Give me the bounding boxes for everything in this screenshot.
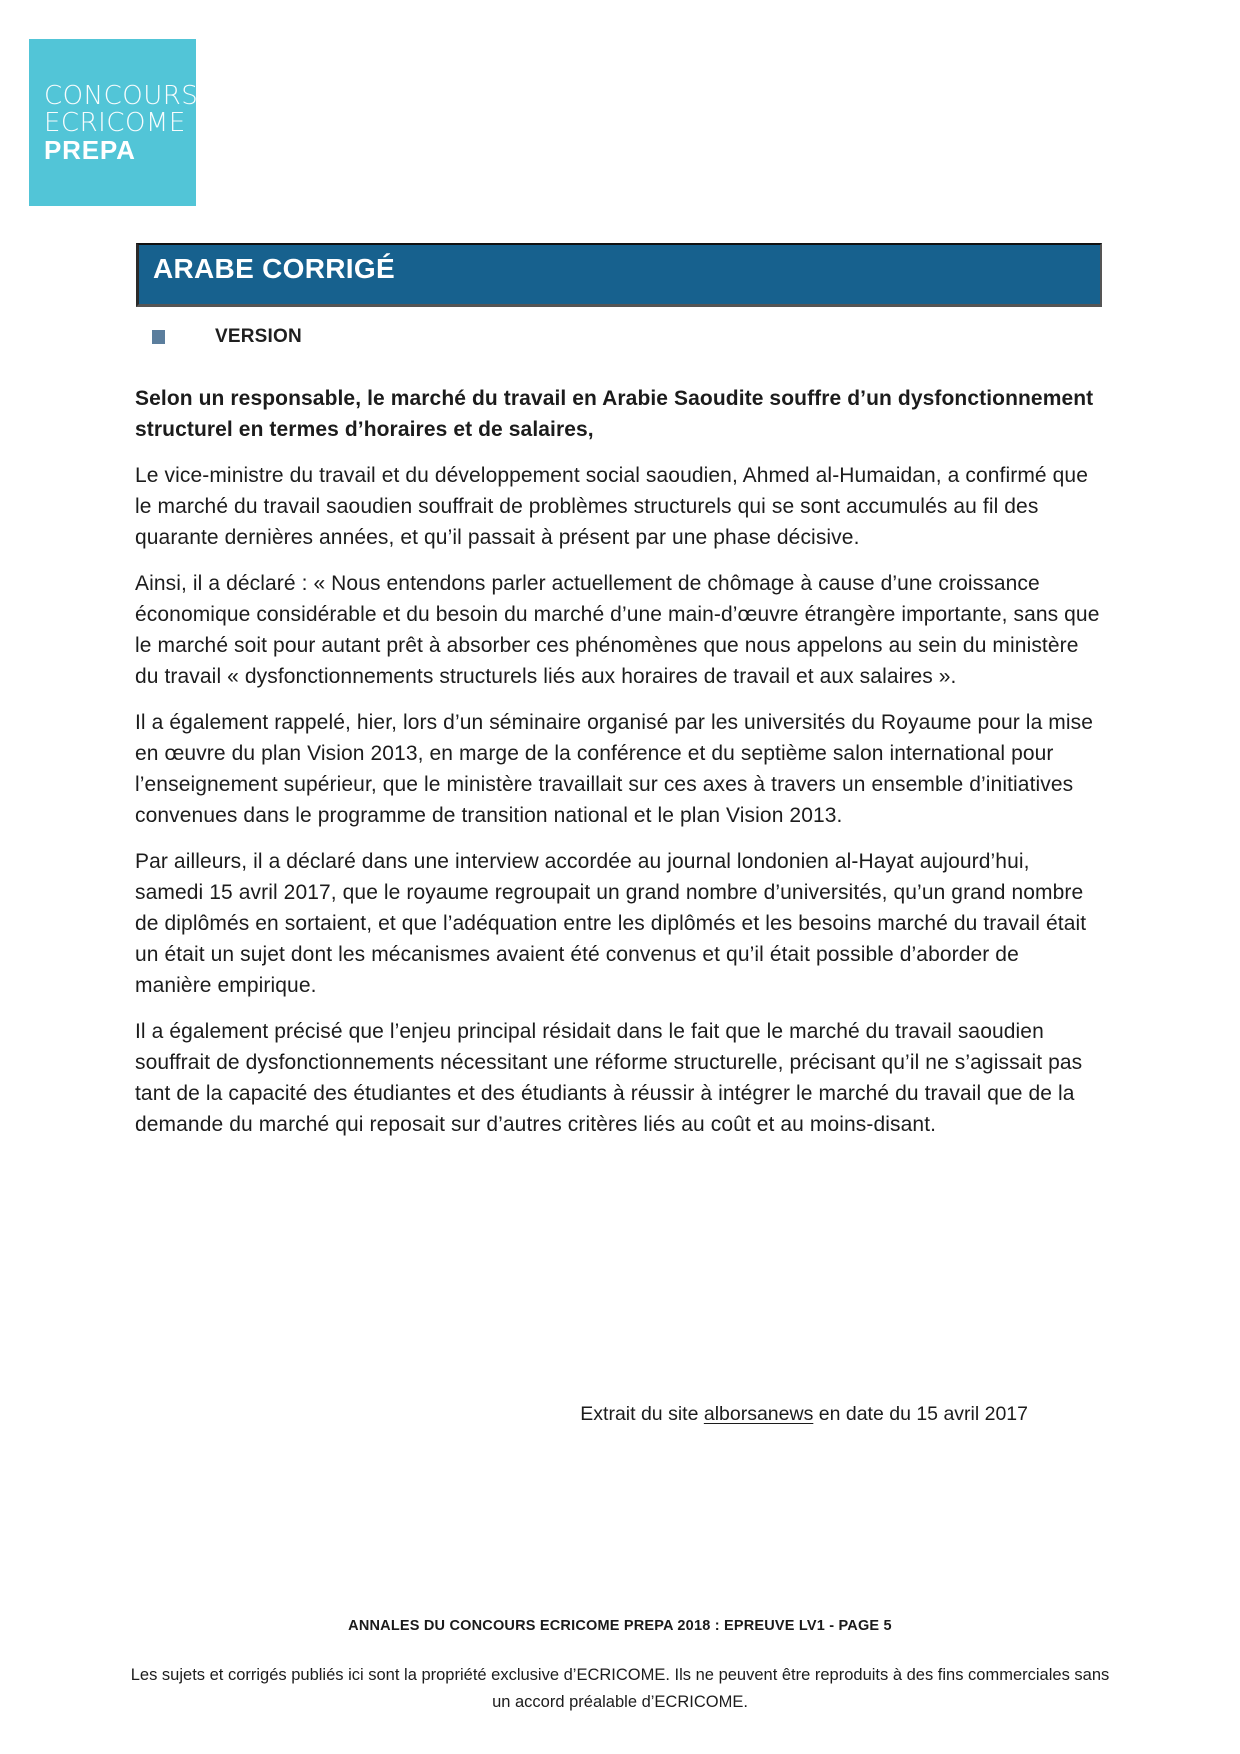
citation-suffix: en date du 15 avril 2017 xyxy=(813,1403,1028,1425)
paragraph: Le vice-ministre du travail et du développement social saoudien, Ahmed al-Humaidan, a confirmé que le marché du travail saoudien souffrait de problèmes structurels qui se sont accumulés au fil des quarante dernières années, et qu’il passait à présent par une phase décisive. xyxy=(135,464,1088,549)
version-heading-row xyxy=(152,326,302,348)
footer-copyright: Les sujets et corrigés publiés ici sont la propriété exclusive d’ECRICOME. Ils ne peuvent être reproduits à des fins commerciales sans un accord préalable d’ECRICOME. xyxy=(130,1666,1110,1711)
source-link[interactable]: alborsanews xyxy=(703,1403,814,1425)
paragraph: Par ailleurs, il a déclaré dans une interview accordée au journal londonien al-Hayat aujourd’hui, samedi 15 avril 2017, que le royaume regroupait un grand nombre d’universités, qu’un grand nombre de diplômés en sortaient, et que l’adéquation entre les diplômés et les besoins marché du travail était un était un sujet dont les mécanismes avaient été convenus et qu’il était possible d’aborder de manière empirique. xyxy=(135,850,1087,997)
logo-line-prepa: PREPA xyxy=(44,135,136,165)
paragraph: Il a également précisé que l’enjeu principal résidait dans le fait que le marché du travail saoudien souffrait de dysfonctionnements nécessitant une réforme structurelle, précisant qu’il ne s’agissait pas tant de la capacité des étudiantes et des étudiants à réussir à intégrer le marché du travail que de la demande du marché qui reposait sur d’autres critères liés au coût et au moins-disant. xyxy=(135,1020,1083,1136)
paragraph: Ainsi, il a déclaré : « Nous entendons parler actuellement de chômage à cause d’une croissance économique considérable et du besoin du marché d’une main-d’œuvre étrangère importante, sans que le marché soit pour autant prêt à absorber ces phénomènes que nous appelons au sein du ministère du travail « dysfonctionnements structurels liés aux horaires de travail et aux salaires ». xyxy=(135,572,1100,688)
footer-page-info: ANNALES DU CONCOURS ECRICOME PREPA 2018 : EPREUVE LV1 - PAGE 5 xyxy=(348,1618,892,1634)
version-heading: VERSION xyxy=(215,326,302,347)
article-body xyxy=(135,383,1100,1155)
paragraph: Il a également rappelé, hier, lors d’un séminaire organisé par les universités du Royaume pour la mise en œuvre du plan Vision 2013, en marge de la conférence et du septième salon international pour l’enseignement supérieur, que le ministère travaillait sur ces axes à travers un ensemble d’initiatives convenues dans le programme de transition national et le plan Vision 2013. xyxy=(135,711,1094,827)
logo-line-concours: CONCOURS xyxy=(44,81,199,111)
lead-paragraph: Selon un responsable, le marché du travail en Arabie Saoudite souffre d’un dysfonctionnement structurel en termes d’horaires et de salaires, xyxy=(135,387,1094,441)
source-citation xyxy=(135,1403,1100,1426)
citation-prefix: Extrait du site xyxy=(580,1403,704,1425)
section-bullet-icon xyxy=(152,330,165,344)
ecricome-logo xyxy=(29,39,199,206)
page-title: ARABE CORRIGÉ xyxy=(153,253,395,284)
section-header-bar xyxy=(136,243,1102,307)
logo-line-ecricome: ECRICOME xyxy=(44,108,186,138)
